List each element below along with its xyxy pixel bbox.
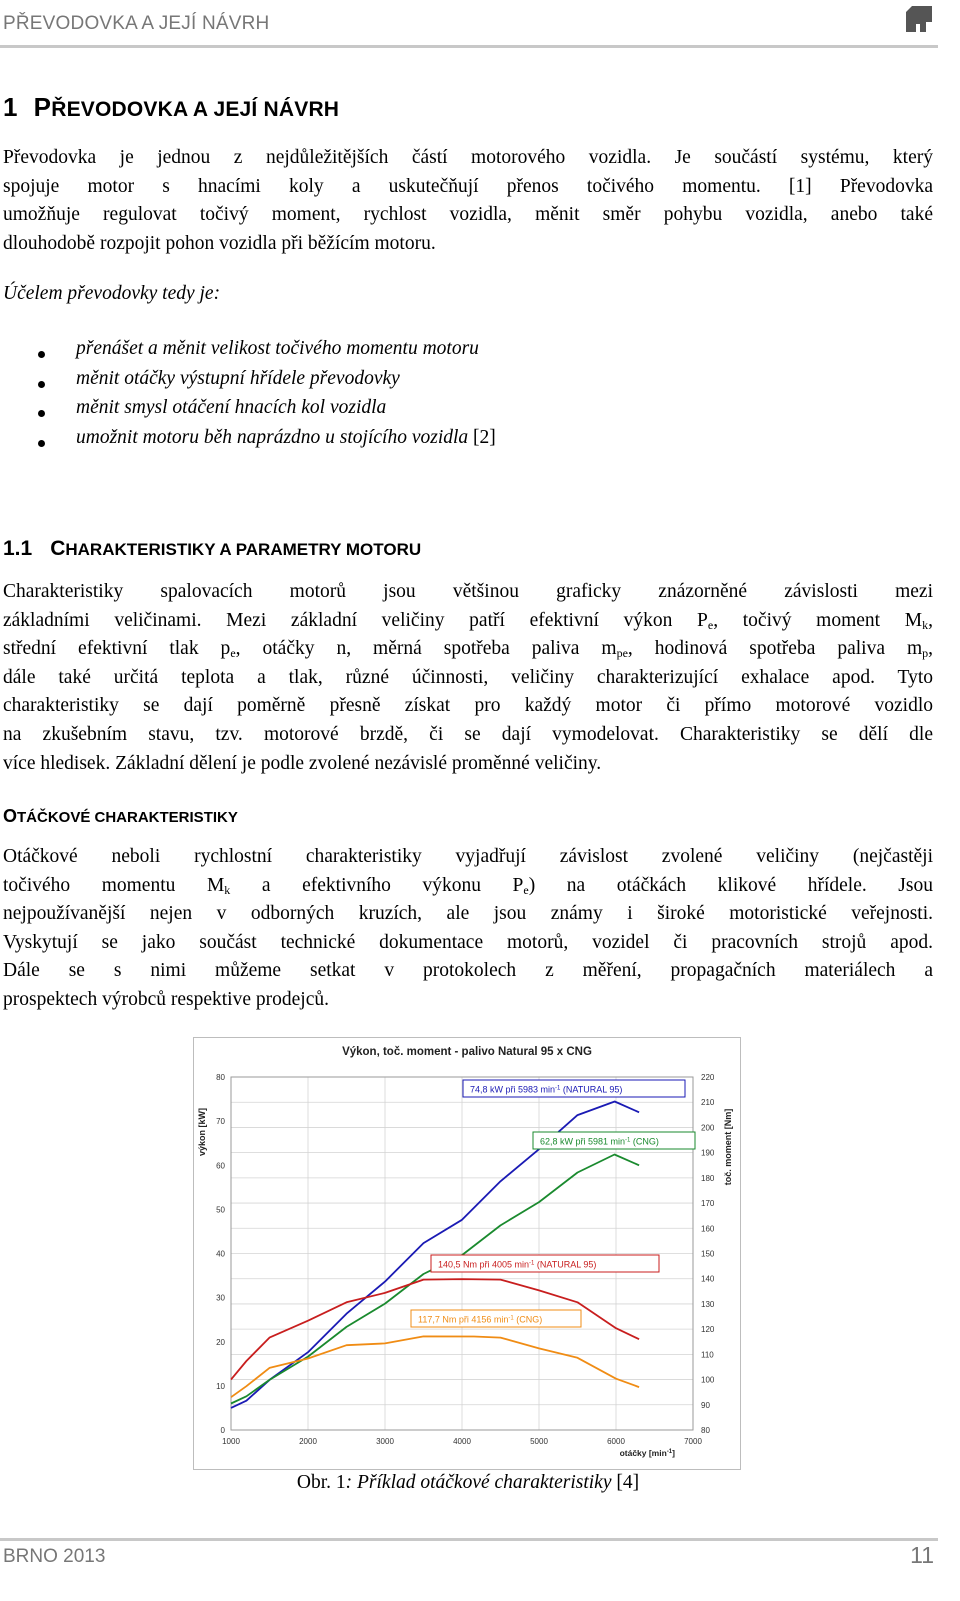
list-item-text: přenášet a měnit velikost točivého momentu motoru xyxy=(76,338,479,359)
subscript: k xyxy=(922,617,929,632)
text-run: , hodinová spotřeba paliva m xyxy=(627,638,923,660)
y-right-tick-label: 210 xyxy=(701,1098,715,1108)
para-line xyxy=(3,872,933,901)
chapter-heading xyxy=(3,92,339,123)
header-rule xyxy=(0,45,938,48)
para-line: prospektech výrobců respektive prodejců. xyxy=(3,988,329,1010)
para-line: Vyskytují se jako součást technické dokumentace motorů, vozidel či pracovních strojů apod. xyxy=(3,931,933,953)
chapter-number: 1 xyxy=(3,92,18,122)
annotation-label: 117,7 Nm při 4156 $\min^{-1} (CNG)$ xyxy=(418,1314,543,1325)
footer-place-year: BRNO 2013 xyxy=(3,1546,106,1567)
y-left-tick-label: 50 xyxy=(216,1205,225,1215)
chapter-title-rest: ŘEVODOVKA A JEJÍ NÁVRH xyxy=(51,98,340,121)
text-run: , xyxy=(928,638,934,660)
intro-line: spojuje motor s hnacími koly a uskutečňují přenos točivého momentu. [1] Převodovka xyxy=(3,175,933,197)
citation-ref: [2] xyxy=(473,426,496,448)
intro-line: dlouhodobě rozpojit pohon vozidla při běžícím motoru. xyxy=(3,232,436,254)
annotation-label: 74,8 kW při 5983 $\min^{-1}$ (NATURAL 95) xyxy=(470,1084,623,1095)
subsection-title-rest: TÁČKOVÉ CHARAKTERISTIKY xyxy=(17,809,238,826)
bullet-icon xyxy=(38,440,45,447)
text-run: , otáčky n, měrná spotřeba paliva m xyxy=(235,638,617,660)
x-tick-label: 3000 xyxy=(376,1437,394,1446)
y-right-tick-label: 100 xyxy=(701,1375,715,1385)
y-right-tick-label: 150 xyxy=(701,1249,715,1259)
y-right-tick-label: 80 xyxy=(701,1426,710,1435)
bullet-icon xyxy=(38,381,45,388)
bullet-icon xyxy=(38,410,45,417)
x-tick-label: 6000 xyxy=(607,1437,625,1446)
x-tick-label: 5000 xyxy=(530,1437,548,1446)
footer-rule xyxy=(0,1538,938,1541)
y-right-tick-label: 200 xyxy=(701,1123,715,1133)
x-axis-label: otáčky $[\min^{-1}]$ xyxy=(619,1448,675,1458)
figure-caption xyxy=(0,1472,936,1494)
para-line: nejpoužívanější nejen v odborných kruzích, ale jsou známy i široké motoristické veřejnosti. xyxy=(3,903,933,925)
faculty-logo-icon xyxy=(904,4,934,34)
text-run: a efektivního výkonu P xyxy=(230,874,524,896)
bullet-icon xyxy=(38,351,45,358)
text-run: střední efektivní tlak p xyxy=(3,638,231,660)
intro-line: umožňuje regulovat točivý moment, rychlost vozidla, měnit směr pohybu vozidla, anebo také xyxy=(3,204,933,226)
intro-paragraph xyxy=(3,144,933,258)
x-tick-label: 4000 xyxy=(453,1437,471,1446)
list-item-text: měnit otáčky výstupní hřídele převodovky xyxy=(76,367,400,389)
running-header: PŘEVODOVKA A JEJÍ NÁVRH xyxy=(3,13,270,34)
para-line: charakteristiky se dají poměrně přesně získat pro každý motor či přímo motorové vozidlo xyxy=(3,695,933,717)
text-run: točivého momentu M xyxy=(3,874,225,896)
y-left-tick-label: 60 xyxy=(216,1161,225,1171)
y-left-tick-label: 0 xyxy=(220,1426,225,1435)
y-left-tick-label: 40 xyxy=(216,1249,225,1259)
y-right-axis-label: toč. moment [Nm] xyxy=(723,1108,733,1186)
subscript: p xyxy=(922,646,929,661)
chart-title: Výkon, toč. moment - palivo Natural 95 x CNG xyxy=(342,1046,592,1058)
y-right-tick-label: 170 xyxy=(701,1199,715,1209)
y-left-tick-label: 20 xyxy=(216,1337,225,1347)
text-run: , xyxy=(928,609,933,631)
para-line: Dále se s nimi můžeme setkat v protokolech z měření, propagačních materiálech a xyxy=(3,960,933,982)
section-title-rest: HARAKTERISTIKY A PARAMETRY MOTORU xyxy=(65,540,422,559)
list-item-text: měnit smysl otáčení hnacích kol vozidla xyxy=(76,397,387,419)
y-right-tick-label: 160 xyxy=(701,1224,715,1234)
y-right-tick-label: 110 xyxy=(701,1350,714,1360)
para-line: Otáčkové neboli rychlostní charakteristiky vyjadřují závislost zvolené veličiny (nejčastěji xyxy=(3,846,933,867)
y-right-tick-label: 140 xyxy=(701,1274,715,1284)
x-tick-label: 2000 xyxy=(299,1437,317,1446)
subscript: k xyxy=(224,882,231,897)
para-line: dále také určitá teplota a tlak, různé účinnosti, veličiny charakterizující exhalace apod. Tyto xyxy=(3,666,933,688)
y-left-tick-label: 80 xyxy=(216,1073,225,1082)
para-line: více hledisek. Základní dělení je podle zvolené nezávislé proměnné veličiny. xyxy=(3,752,602,774)
y-right-tick-label: 120 xyxy=(701,1325,715,1335)
subscript: e xyxy=(707,617,714,632)
section-paragraph xyxy=(3,578,933,778)
subscript: pe xyxy=(616,646,628,661)
y-right-tick-label: 190 xyxy=(701,1148,715,1158)
caption-label: Obr. 1 xyxy=(296,1472,346,1493)
subsection-heading xyxy=(3,806,238,827)
annotation-label: 62,8 kW při 5981 $\min^{-1} (CNG)$ xyxy=(540,1136,659,1147)
purpose-label: Účelem převodovky tedy je: xyxy=(3,283,221,304)
x-tick-label: 7000 xyxy=(684,1437,702,1446)
y-left-tick-label: 30 xyxy=(216,1293,225,1303)
y-left-tick-label: 10 xyxy=(216,1381,225,1391)
y-right-tick-label: 90 xyxy=(701,1400,710,1410)
para-line xyxy=(3,635,933,664)
y-left-tick-label: 70 xyxy=(216,1117,225,1127)
speed-characteristic-chart xyxy=(193,1037,741,1470)
para-line xyxy=(3,607,933,636)
caption-text: : Příklad otáčkové charakteristiky xyxy=(345,1472,612,1493)
caption-ref: [4] xyxy=(616,1472,640,1493)
list-item-text-wrap xyxy=(76,427,496,449)
y-left-axis-label: výkon [kW] xyxy=(197,1107,207,1157)
y-right-tick-label: 180 xyxy=(701,1173,715,1183)
subscript: e xyxy=(230,646,236,661)
annotation-label: 140,5 Nm při 4005 $\min^{-1}$ (NATURAL 95) xyxy=(438,1259,597,1270)
x-tick-label: 1000 xyxy=(222,1437,240,1446)
page-number: 11 xyxy=(910,1542,934,1568)
text-run: ) na otáčkách klikové hřídele. Jsou xyxy=(528,874,933,896)
para-line: na zkušebním stavu, tzv. motorové brzdě, či se dají vymodelovat. Charakteristiky se dělí dle xyxy=(3,723,933,745)
intro-line: Převodovka je jednou z nejdůležitějších částí motorového vozidla. Je součástí systému, který xyxy=(3,147,933,168)
y-right-tick-label: 130 xyxy=(701,1299,715,1309)
text-run: , točivý moment M xyxy=(713,609,923,631)
subsection-title-initial: O xyxy=(3,806,18,826)
text-run: základními veličinami. Mezi základní veličiny patří efektivní výkon P xyxy=(3,609,708,631)
y-right-tick-label: 220 xyxy=(701,1073,715,1082)
section-heading xyxy=(3,537,421,561)
chapter-title-initial: P xyxy=(33,92,52,122)
para-line: Charakteristiky spalovacích motorů jsou většinou graficky znázorněné závislosti mezi xyxy=(3,581,933,602)
section-title-initial: C xyxy=(50,537,66,560)
section-number: 1.1 xyxy=(3,537,33,560)
list-item-text: umožnit motoru běh naprázdno u stojícího vozidla xyxy=(76,426,469,448)
subsection-paragraph xyxy=(3,843,933,1015)
subscript: e xyxy=(523,882,529,897)
